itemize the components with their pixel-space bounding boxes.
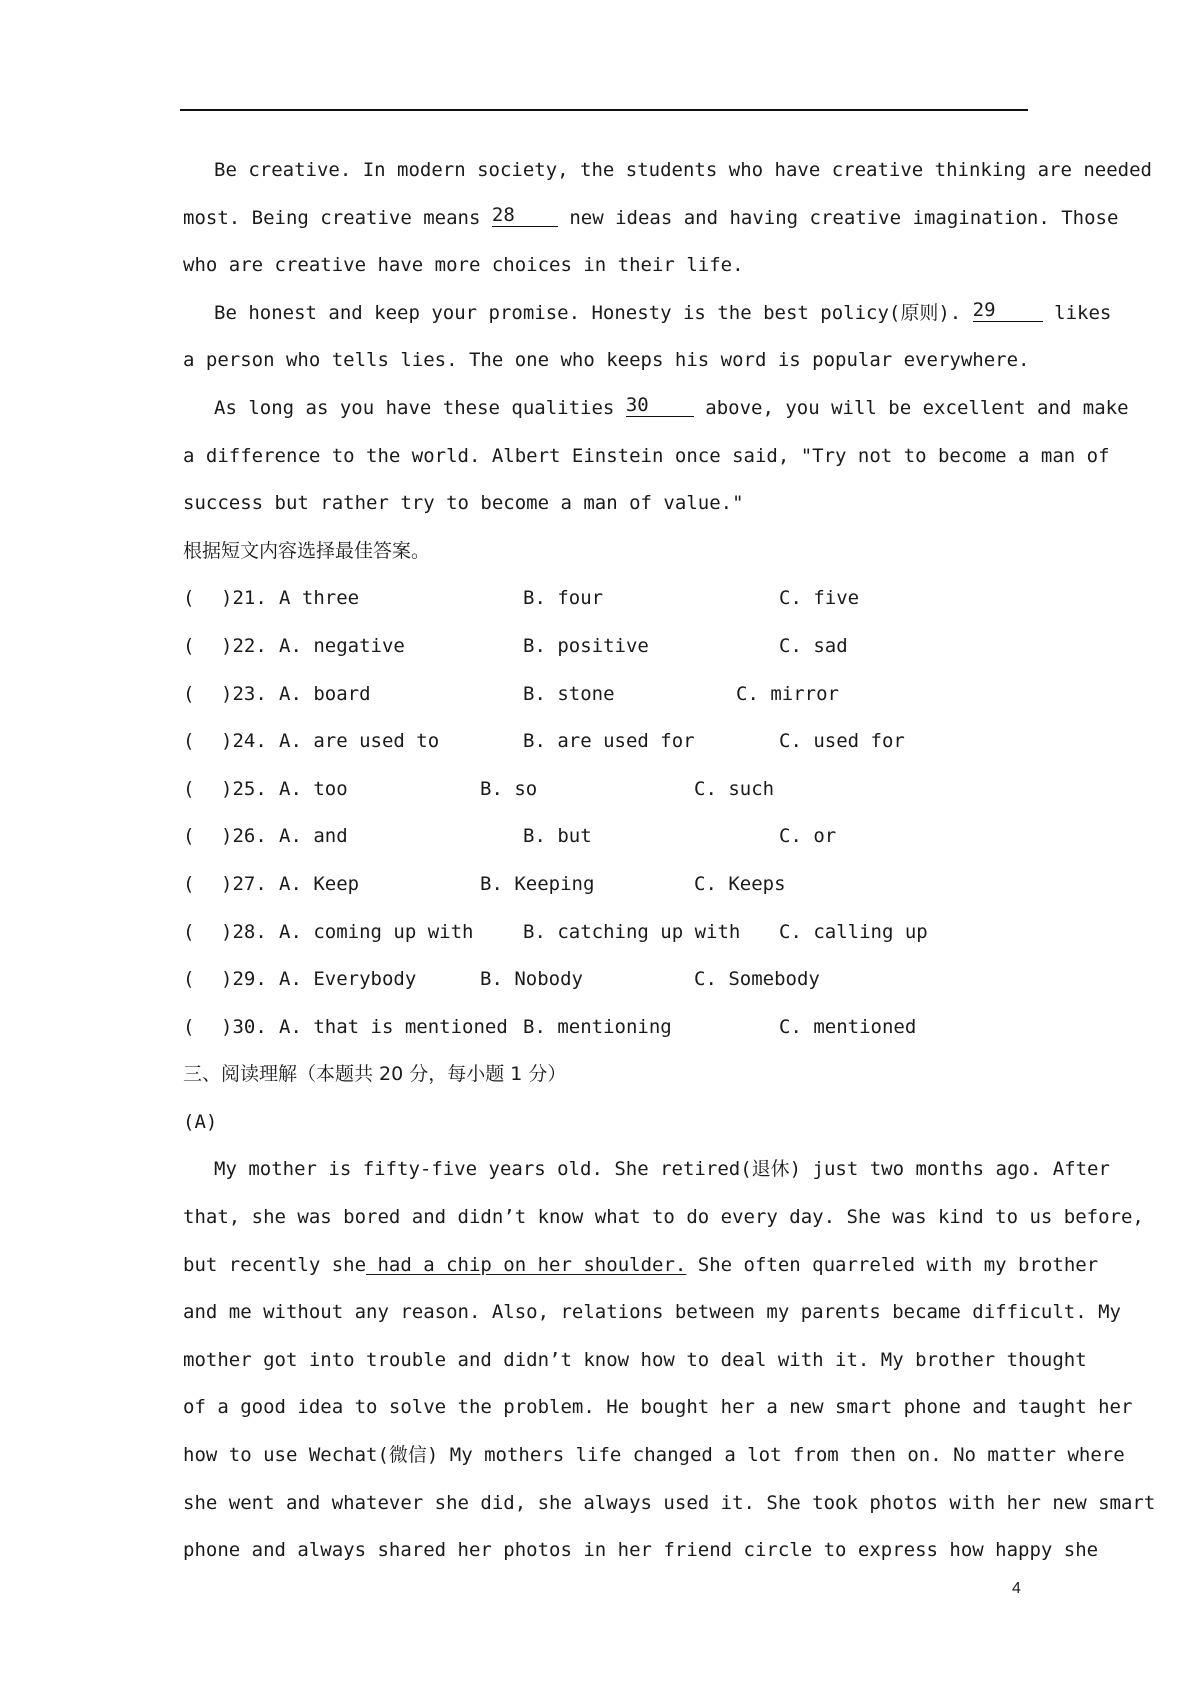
passage-line: My mother is fifty-five years old. She retired(退休) just two months ago. After [214,1158,1110,1181]
answer-paren: ( [183,920,195,943]
option-c: C. or [779,825,837,848]
question-24 [183,718,1026,766]
option-a: A. that is mentioned [279,1015,508,1038]
question-number: )26. [221,825,267,848]
passage-line: how to use Wechat(微信) My mothers life changed a lot from then on. No matter where [183,1444,1125,1467]
answer-paren: ( [183,634,195,657]
option-c: C. calling up [779,920,928,943]
option-c: C. Keeps [694,872,786,895]
page-number: 4 [1012,1580,1021,1597]
option-c: C. mentioned [779,1015,917,1038]
passage-line: a person who tells lies. The one who keeps his word is popular everywhere. [183,349,1030,372]
question-22 [183,623,1026,671]
question-number: )28. [221,920,267,943]
passage-text: new ideas and having creative imagination. Those [569,206,1119,229]
option-b: B. Keeping [480,872,595,895]
passage-line: Be creative. In modern society, the students who have creative thinking are needed [214,159,1152,181]
blank-29: 29 [973,299,1043,322]
option-a: A. Everybody [279,968,417,991]
option-b: B. four [523,587,604,610]
option-c: C. mirror [736,682,839,705]
passage-text: most. Being creative means [183,206,481,229]
blank-28: 28 [492,204,558,227]
passage-line: a difference to the world. Albert Einstein once said, "Try not to become a man of [183,444,1110,467]
answer-paren: ( [183,872,195,895]
option-b: B. positive [523,634,649,657]
passage-text: She often quarreled with my brother [686,1253,1099,1276]
passage-line: who are creative have more choices in their life. [183,254,744,277]
question-number: )23. [221,682,267,705]
passage-line: success but rather try to become a man of value." [183,492,744,515]
question-number: )21. [221,587,267,610]
option-b: B. Nobody [480,968,583,991]
option-a: A. Keep [279,872,360,895]
answer-paren: ( [183,1015,195,1038]
passage-text: but recently she [183,1253,367,1276]
option-c: C. such [694,777,775,800]
passage-line [183,290,1112,338]
part-label: (A) [183,1110,218,1133]
question-21 [183,575,1026,623]
section-title: 三、阅读理解（本题共 20 分，每小题 1 分） [183,1063,567,1086]
option-a: A three [279,587,360,610]
option-c: C. used for [779,730,905,753]
question-30 [183,1004,1026,1052]
option-a: A. coming up with [279,920,474,943]
answer-paren: ( [183,777,195,800]
instruction: 根据短文内容选择最佳答案。 [183,539,431,562]
question-28 [183,909,1026,957]
question-27 [183,861,1026,909]
passage-line: and me without any reason. Also, relations between my parents became difficult. My [183,1301,1121,1324]
passage-line: mother got into trouble and didn’t know how to deal with it. My brother thought [183,1348,1087,1371]
option-a: A. are used to [279,730,440,753]
question-number: )25. [221,777,267,800]
page-content [183,147,1156,1575]
passage-line: she went and whatever she did, she always used it. She took photos with her new smart [183,1491,1156,1514]
passage-line: phone and always shared her photos in her friend circle to express how happy she [183,1539,1099,1562]
answer-paren: ( [183,587,195,610]
option-c: C. five [779,587,860,610]
answer-paren: ( [183,682,195,705]
passage-line: of a good idea to solve the problem. He bought her a new smart phone and taught her [183,1396,1133,1419]
question-number: )27. [221,872,267,895]
blank-30: 30 [626,394,694,417]
option-a: A. board [279,682,371,705]
answer-paren: ( [183,825,195,848]
question-number: )30. [221,1015,267,1038]
question-number: )29. [221,968,267,991]
question-26 [183,813,1026,861]
underlined-phrase: had a chip on her shoulder. [366,1253,687,1276]
header-rule [180,109,1028,111]
passage-text: likes [1054,301,1112,324]
question-29 [183,956,1026,1004]
option-b: B. catching up with [523,920,741,943]
question-number: )24. [221,730,267,753]
option-b: B. mentioning [523,1015,672,1038]
option-b: B. are used for [523,730,695,753]
passage-text: As long as you have these qualities [214,396,615,419]
answer-paren: ( [183,730,195,753]
passage-line: that, she was bored and didn’t know what to do every day. She was kind to us before, [183,1206,1144,1229]
option-a: A. negative [279,634,405,657]
option-c: C. sad [779,634,848,657]
passage-line [183,385,1129,433]
answer-paren: ( [183,968,195,991]
question-25 [183,766,1026,814]
question-number: )22. [221,634,267,657]
option-a: A. and [279,825,348,848]
passage-line [183,1242,1099,1290]
option-a: A. too [279,777,348,800]
option-b: B. so [480,777,538,800]
option-c: C. Somebody [694,968,820,991]
question-23 [183,671,1026,719]
passage-text: Be honest and keep your promise. Honesty is the best policy(原则). [214,301,962,324]
option-b: B. but [523,825,592,848]
option-b: B. stone [523,682,615,705]
passage-text: above, you will be excellent and make [705,396,1129,419]
passage-line [183,195,1119,243]
